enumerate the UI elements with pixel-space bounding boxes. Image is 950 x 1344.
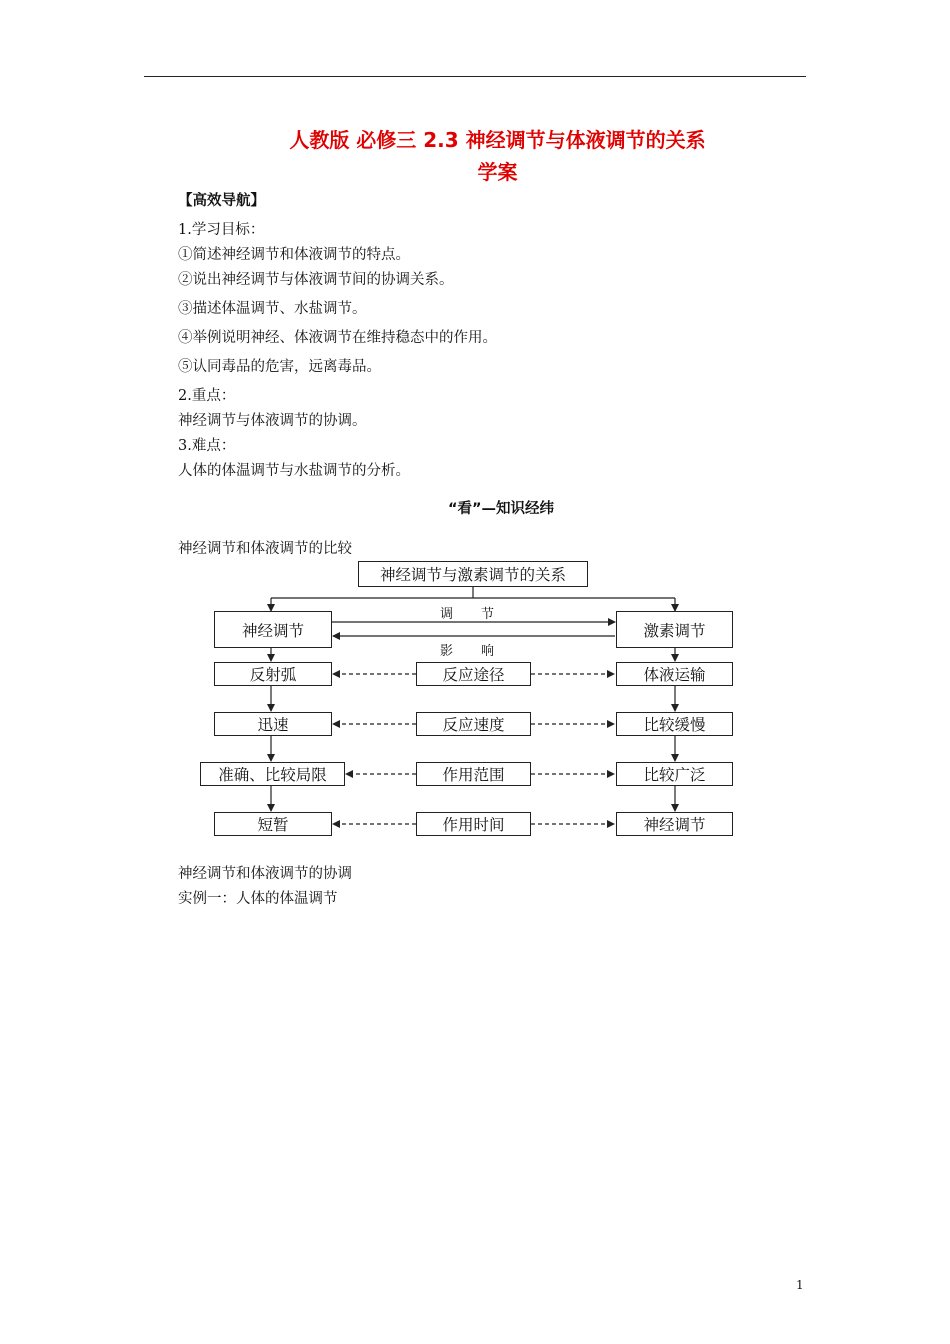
diagram-row4-middle: 作用时间 xyxy=(416,812,531,836)
key-point-text: 神经调节与体液调节的协调。 xyxy=(178,413,367,429)
diagram-row1-middle: 反应途径 xyxy=(416,662,531,686)
diagram-root-box: 神经调节与激素调节的关系 xyxy=(358,561,588,587)
diagram-right-head: 激素调节 xyxy=(616,611,733,648)
comparison-caption: 神经调节和体液调节的比较 xyxy=(178,541,352,557)
arrow-label-regulate: 调节 xyxy=(440,607,523,622)
difficulty-heading: 3.难点： xyxy=(178,438,236,454)
diagram-row1-left: 反射弧 xyxy=(214,662,332,686)
diagram-row4-right: 神经调节 xyxy=(616,812,733,836)
diagram-row3-left: 准确、比较局限 xyxy=(200,762,345,786)
arrow-label-influence: 影响 xyxy=(440,644,523,659)
example-1-heading: 实例一：人体的体温调节 xyxy=(178,891,338,907)
page-number: 1 xyxy=(796,1278,804,1292)
coordination-caption: 神经调节和体液调节的协调 xyxy=(178,866,352,882)
doc-title-line2: 学案 xyxy=(477,160,518,184)
goal-item-1: ①简述神经调节和体液调节的特点。 xyxy=(178,247,410,263)
goal-item-2: ②说出神经调节与体液调节间的协调关系。 xyxy=(178,272,454,288)
goal-item-5: ⑤认同毒品的危害，远离毒品。 xyxy=(178,359,381,375)
key-point-heading: 2.重点： xyxy=(178,388,236,404)
diagram-row2-left: 迅速 xyxy=(214,712,332,736)
section-title: “看”—知识经纬 xyxy=(447,501,555,517)
goals-heading: 1.学习目标： xyxy=(178,222,265,238)
goal-item-3: ③描述体温调节、水盐调节。 xyxy=(178,301,367,317)
diagram-row3-middle: 作用范围 xyxy=(416,762,531,786)
difficulty-text: 人体的体温调节与水盐调节的分析。 xyxy=(178,463,410,479)
diagram-row2-middle: 反应速度 xyxy=(416,712,531,736)
diagram-row2-right: 比较缓慢 xyxy=(616,712,733,736)
goal-item-4: ④举例说明神经、体液调节在维持稳态中的作用。 xyxy=(178,330,497,346)
diagram-row4-left: 短暂 xyxy=(214,812,332,836)
doc-title-line1: 人教版 必修三 2.3 神经调节与体液调节的关系 xyxy=(289,128,706,152)
diagram-row1-right: 体液运输 xyxy=(616,662,733,686)
diagram-row3-right: 比较广泛 xyxy=(616,762,733,786)
nav-heading: 【高效导航】 xyxy=(178,193,265,209)
diagram-left-head: 神经调节 xyxy=(214,611,332,648)
